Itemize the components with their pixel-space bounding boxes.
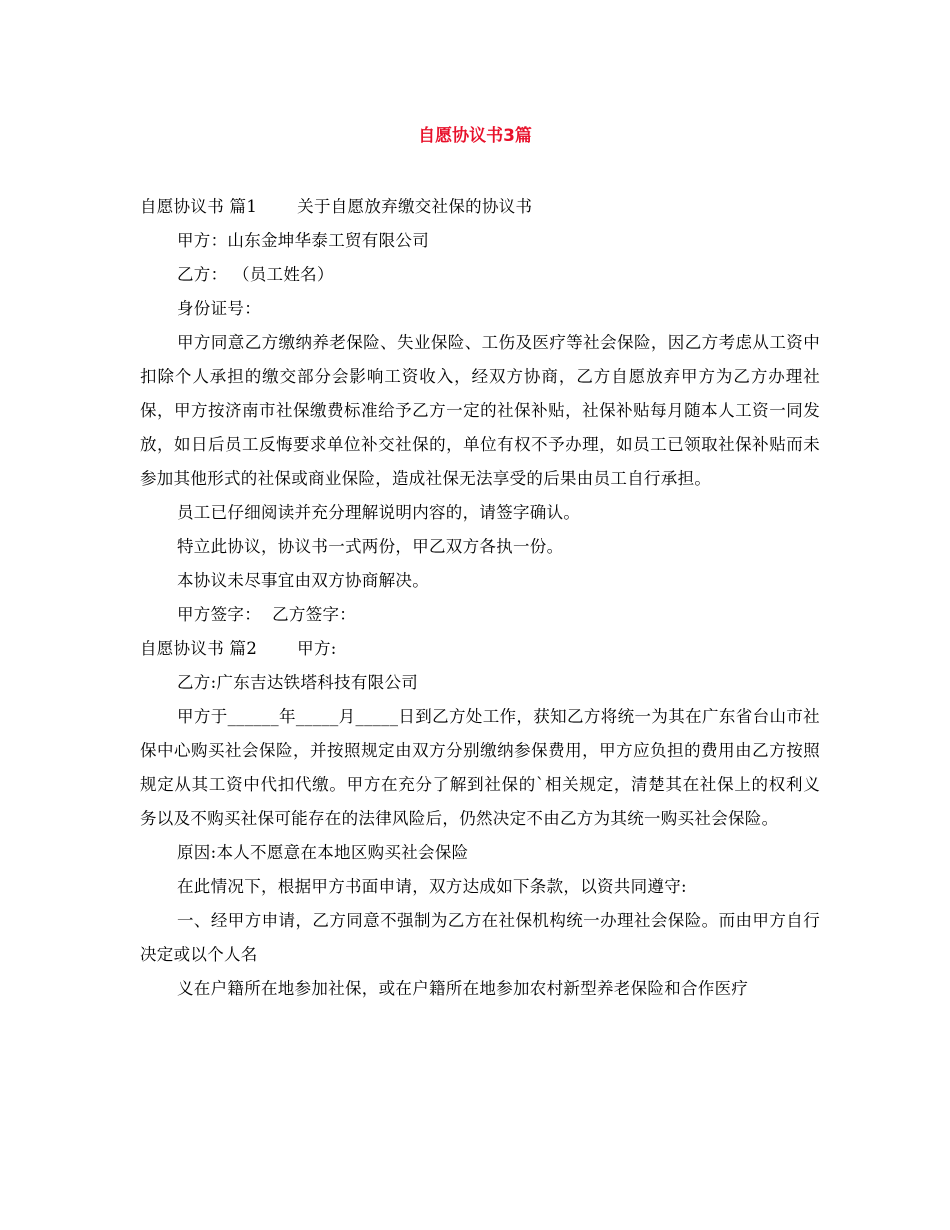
section1-subtitle: 关于自愿放弃缴交社保的协议书	[297, 197, 533, 216]
section1-para-copies: 特立此协议，协议书一式两份，甲乙双方各执一份。	[177, 537, 564, 556]
section2-heading: 自愿协议书 篇2	[140, 639, 258, 658]
section2-para-clause1-cont: 义在户籍所在地参加社保，或在户籍所在地参加农村新型养老保险和合作医疗	[177, 979, 749, 998]
section2-para-clause1: 一、经甲方申请，乙方同意不强制为乙方在社保机构统一办理社会保险。而由甲方自行决定或以个人名	[140, 911, 820, 964]
document-title: 自愿协议书3篇	[418, 126, 532, 146]
section2-party-a: 甲方:	[297, 639, 337, 658]
section1-para-read: 员工已仔细阅读并充分理解说明内容的，请签字确认。	[177, 503, 581, 522]
section1-id-number: 身份证号：	[177, 299, 261, 318]
section1-heading-line	[140, 190, 820, 224]
section1-signatures: 甲方签字： 乙方签字：	[177, 605, 357, 624]
section2-party-b: 乙方:广东吉达铁塔科技有限公司	[177, 673, 419, 692]
section2-para-main: 甲方于______年_____月_____日到乙方处工作，获知乙方将统一为其在广东省台山市社保中心购买社会保险，并按照规定由双方分别缴纳参保费用，甲方应负担的费用由乙方按照规定从其工资中代扣代缴。甲方在充分了解到社保的`相关规定，清楚其在社保上的权利义务以及不购买社保可能存在的法律风险后，仍然决定不由乙方为其统一购买社会保险。	[140, 707, 820, 828]
section1-para-unresolved: 本协议未尽事宜由双方协商解决。	[177, 571, 429, 590]
section1-party-a: 甲方：山东金坤华泰工贸有限公司	[177, 231, 429, 250]
section1-heading: 自愿协议书 篇1	[140, 197, 258, 216]
section2-heading-line	[140, 632, 820, 666]
section2-para-reason: 原因:本人不愿意在本地区购买社会保险	[177, 843, 469, 862]
section1-para-main: 甲方同意乙方缴纳养老保险、失业保险、工伤及医疗等社会保险，因乙方考虑从工资中扣除个人承担的缴交部分会影响工资收入，经双方协商，乙方自愿放弃甲方为乙方办理社保，甲方按济南市社保缴费标准给予乙方一定的社保补贴，社保补贴每月随本人工资一同发放，如日后员工反悔要求单位补交社保的，单位有权不予办理，如员工已领取社保补贴而未参加其他形式的社保或商业保险，造成社保无法享受的后果由员工自行承担。	[140, 333, 820, 488]
section1-party-b: 乙方： （员工姓名）	[177, 265, 334, 284]
section2-para-terms: 在此情况下，根据甲方书面申请，双方达成如下条款，以资共同遵守:	[177, 877, 687, 896]
document-body	[140, 190, 820, 1006]
